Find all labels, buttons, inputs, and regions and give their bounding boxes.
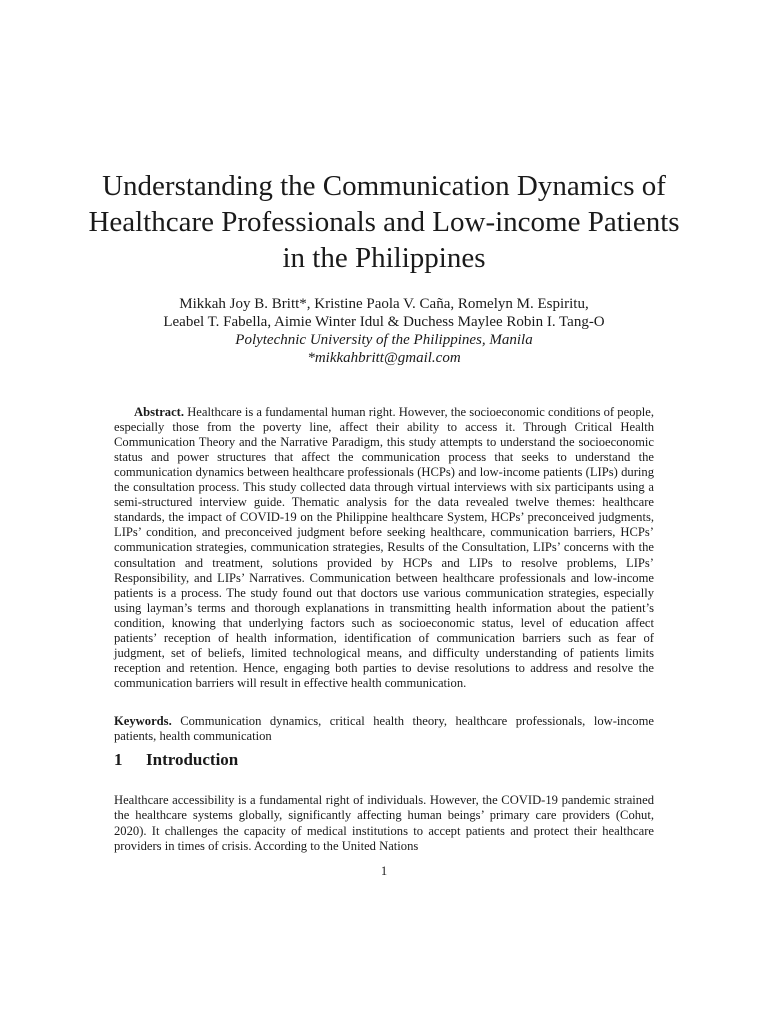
- author-block: [80, 295, 688, 367]
- paper-title: Understanding the Communication Dynamics of Healthcare Professionals and Low-income Patients in the Philippines: [88, 170, 680, 274]
- abstract: [114, 405, 654, 692]
- keywords-label: Keywords.: [114, 713, 172, 728]
- author-email: *mikkahbritt@gmail.com: [307, 350, 461, 366]
- author-names-line-1: Mikkah Joy B. Britt*, Kristine Paola V. Caña, Romelyn M. Espiritu,: [179, 296, 589, 312]
- abstract-text: Healthcare is a fundamental human right. However, the socioeconomic conditions of people, especially those from the poverty line, affect their ability to access it. Through Critical Health Communication Theory and the Narrative Paradigm, this study attempts to understand the socioeconomic status and power structures that affect the communication process that seeks to understand the communication dynamics between healthcare professionals (HCPs) and low-income patients (LIPs) during the consultation process. This study collected data through virtual interviews with six participants using a semi-structured interview guide. Thematic analysis for the data revealed twelve themes: healthcare standards, the impact of COVID-19 on the Philippine healthcare System, HCPs’ preconceived judgments, LIPs’ condition, and preconceived judgment before seeking healthcare, communication barriers, HCPs’ communication strategies, communication strategies, Results of the Consultation, LIPs’ concerns with the consultation and treatment, solutions provided by HCPs and LIPs to resolve problems, LIPs’ Responsibility, and LIPs’ Narratives. Communication between healthcare professionals and low-income patients is a process. The study found out that doctors use various communication strategies, especially using layman’s terms and thorough explanations in transmitting health information about the patient’s condition, knowing that underlying factors such as socioeconomic status, level of education affect patients’ reception of health information, identification of communication barriers such as fear of judgment, set of beliefs, limited technological means, and difficulty understanding of patients limits reception and retention. Hence, engaging both parties to devise resolutions to address and resolve the communication barriers will result in effective health communication.: [114, 404, 655, 691]
- keywords: [114, 714, 654, 744]
- author-names-line-2: Leabel T. Fabella, Aimie Winter Idul & Duchess Maylee Robin I. Tang-O: [163, 314, 605, 330]
- section-number: 1: [114, 750, 123, 769]
- keywords-text: Communication dynamics, critical health theory, healthcare professionals, low-income patients, health communication: [114, 713, 654, 743]
- author-affiliation: Polytechnic University of the Philippines, Manila: [235, 332, 533, 348]
- abstract-label: Abstract.: [134, 404, 185, 419]
- section-heading-introduction: [114, 749, 238, 771]
- section-title: Introduction: [146, 750, 239, 769]
- page-number: 1: [380, 864, 388, 878]
- introduction-paragraph: Healthcare accessibility is a fundamental right of individuals. However, the COVID-19 pandemic strained the healthcare systems globally, significantly affecting human beings’ primary care providers (Cohut, 2020). It challenges the capacity of medical institutions to accept patients and protect their healthcare providers in times of crisis. According to the United Nations: [114, 792, 654, 854]
